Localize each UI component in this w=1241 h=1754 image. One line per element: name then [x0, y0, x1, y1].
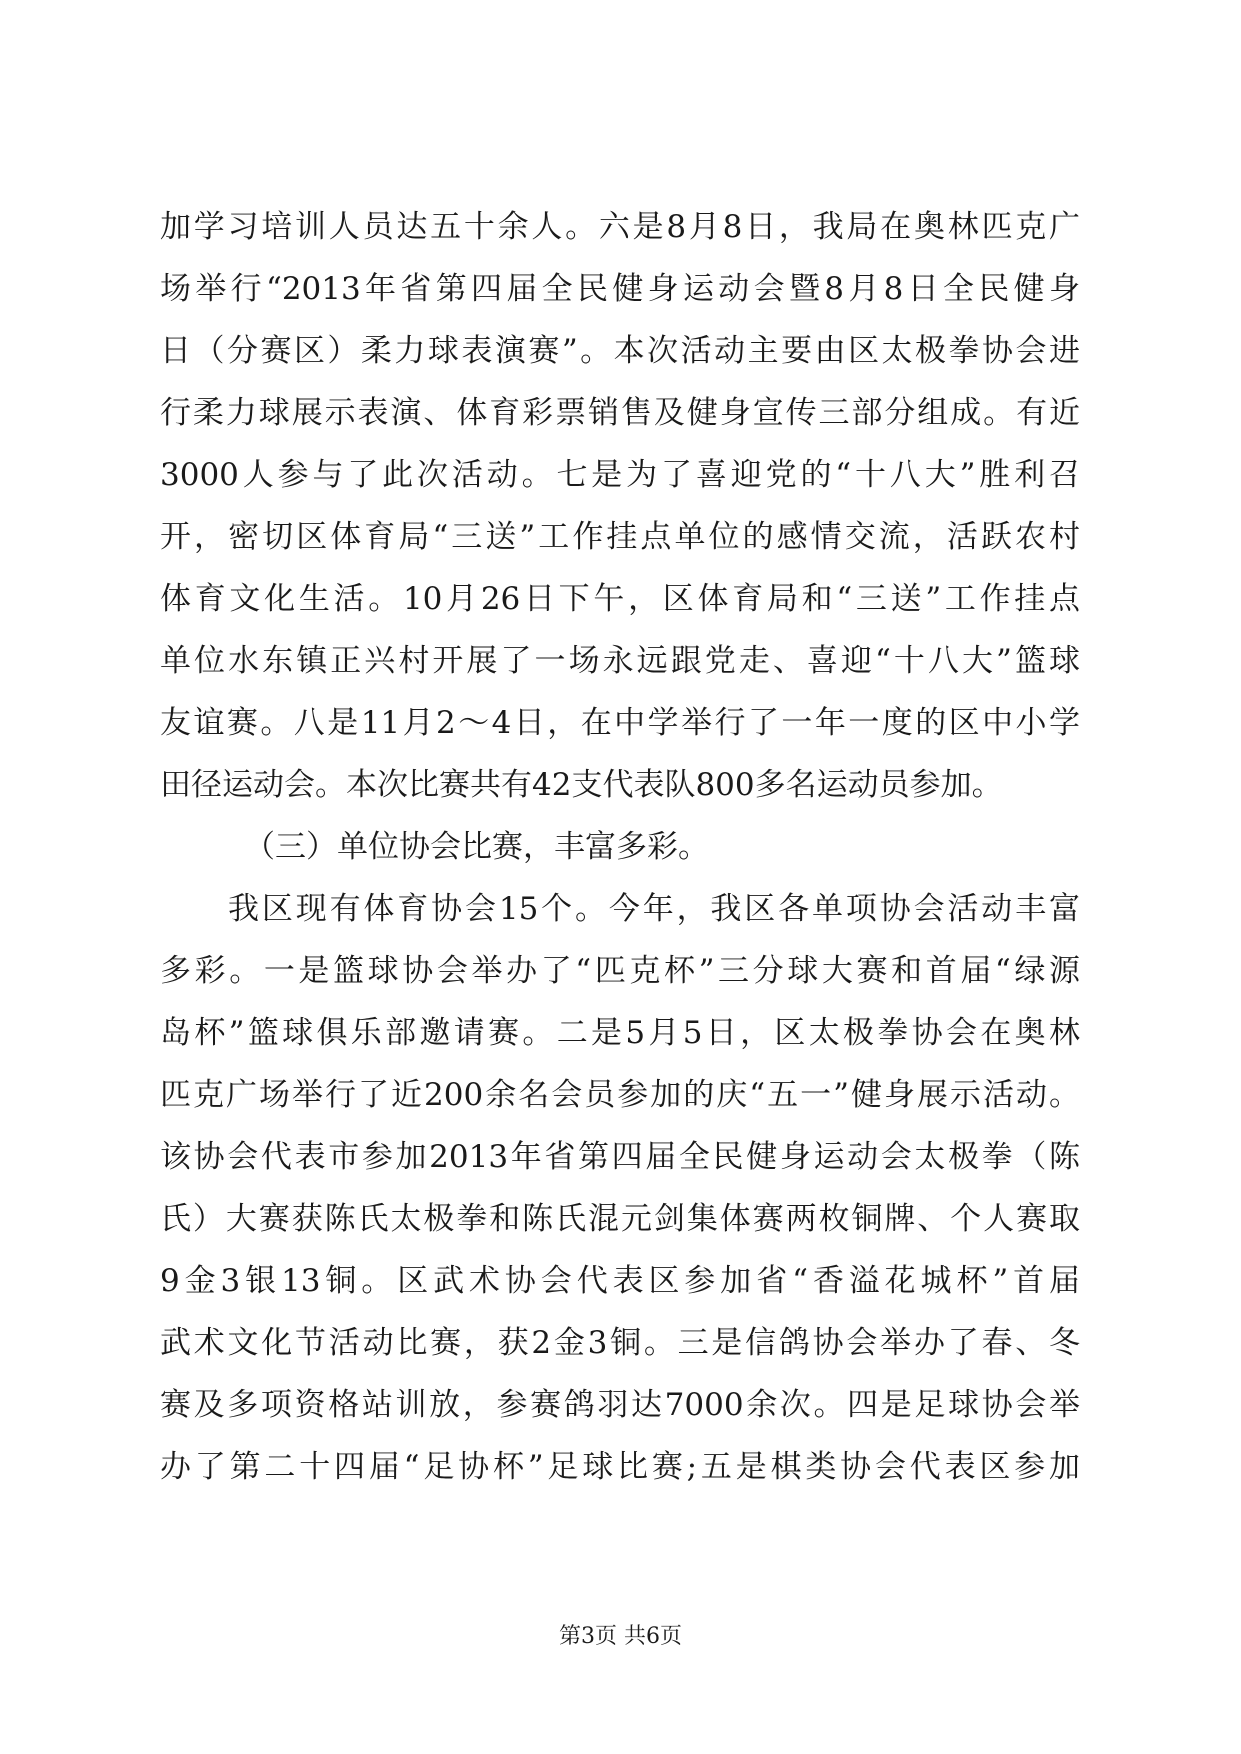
- text-line: 体育文化生活。10月26日下午，区体育局和“三送”工作挂点: [160, 581, 1080, 617]
- text-line: 场举行“2013年省第四届全民健身运动会暨8月8日全民健身: [160, 271, 1080, 307]
- text-line: 匹克广场举行了近200余名会员参加的庆“五一”健身展示活动。: [160, 1077, 1080, 1113]
- text-line: 田径运动会。本次比赛共有42支代表队800多名运动员参加。: [160, 767, 1003, 803]
- paragraph-first-line: 我区现有体育协会15个。今年，我区各单项协会活动丰富: [228, 891, 1080, 927]
- text-line: 行柔力球展示表演、体育彩票销售及健身宣传三部分组成。有近: [160, 395, 1080, 431]
- text-line: 3000人参与了此次活动。七是为了喜迎党的“十八大”胜利召: [160, 457, 1080, 493]
- page-footer: 第3页 共6页: [559, 1624, 682, 1649]
- text-line: 加学习培训人员达五十余人。六是8月8日，我局在奥林匹克广: [160, 209, 1080, 245]
- section-heading: （三）单位协会比赛，丰富多彩。: [244, 829, 709, 865]
- document-body: [160, 196, 1080, 1498]
- text-line: 多彩。一是篮球协会举办了“匹克杯”三分球大赛和首届“绿源: [160, 953, 1080, 989]
- text-line: 友谊赛。八是11月2～4日，在中学举行了一年一度的区中小学: [160, 705, 1080, 741]
- text-line: 赛及多项资格站训放，参赛鸽羽达7000余次。四是足球协会举: [160, 1387, 1080, 1423]
- text-line: 该协会代表市参加2013年省第四届全民健身运动会太极拳（陈: [160, 1139, 1080, 1175]
- text-line: 岛杯”篮球俱乐部邀请赛。二是5月5日，区太极拳协会在奥林: [160, 1015, 1080, 1051]
- text-line: 日（分赛区）柔力球表演赛”。本次活动主要由区太极拳协会进: [160, 333, 1080, 369]
- text-line: 单位水东镇正兴村开展了一场永远跟党走、喜迎“十八大”篮球: [160, 643, 1080, 679]
- text-line: 办了第二十四届“足协杯”足球比赛;五是棋类协会代表区参加: [160, 1449, 1080, 1485]
- text-line: 开，密切区体育局“三送”工作挂点单位的感情交流，活跃农村: [160, 519, 1080, 555]
- text-line: 9金3银13铜。区武术协会代表区参加省“香溢花城杯”首届: [160, 1263, 1080, 1299]
- text-line: 武术文化节活动比赛，获2金3铜。三是信鸽协会举办了春、冬: [160, 1325, 1080, 1361]
- text-line: 氏）大赛获陈氏太极拳和陈氏混元剑集体赛两枚铜牌、个人赛取: [160, 1201, 1080, 1237]
